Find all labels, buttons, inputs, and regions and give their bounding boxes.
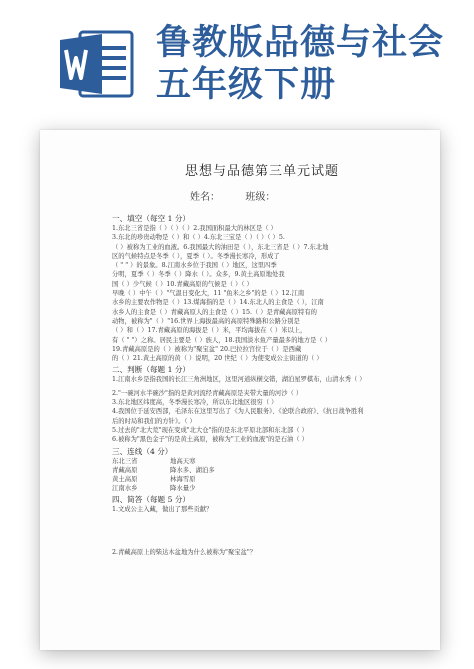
answer-space xyxy=(112,514,412,548)
document-body xyxy=(112,160,412,557)
match-row xyxy=(112,475,412,484)
fill-line: 水乡的主要农作物是（ ）13.煤海指的是（ ）14.东北人的主食是（ ），江南 xyxy=(112,299,324,307)
short-question-1: 1.文成公主入藏，做出了那些贡献？ xyxy=(112,505,213,513)
name-class-row: 姓名： 班级： xyxy=(190,192,276,203)
document-page xyxy=(40,130,440,650)
judge-line: 3.东北地区纬度高，冬季漫长寒冷，所以东北地区很穷（ ） xyxy=(112,399,278,407)
match-right: 林海雪原 xyxy=(170,474,196,483)
section-heading-match: 三、连线（4 分） xyxy=(112,446,173,456)
judge-line: 5.过去的"北大荒"现在变成"北大仓"指的是东北平原北部和东北部（ ） xyxy=(112,426,308,434)
fill-line: （ " " ）的景象。8.江南水乡位于我国（ ）地区，这里四季 xyxy=(112,262,277,270)
match-right: 地高天寒 xyxy=(170,456,196,465)
match-left: 黄土高原 xyxy=(112,474,138,483)
match-row xyxy=(112,466,412,475)
word-document-icon xyxy=(58,28,136,100)
fill-line: 水乡人的主食是（ ）青藏高原人的主食是（ ）15.（ ）是青藏高原特有的 xyxy=(112,308,317,316)
fill-line: 3.东北的珍贵动物是（ ）和（ ）4.东北三宝是（ ）（ ）（ ）5. xyxy=(112,234,285,242)
fill-line: 国（ ）少气候（ ）10.青藏高原的气候是（ ）（ ） xyxy=(112,280,253,288)
fill-line: 分明，夏季（ ）冬季（ ）降水（ ）。众多，9.黄土高原地处我 xyxy=(112,271,285,279)
match-left: 青藏高原 xyxy=(112,465,138,474)
banner-title-line2: 五年级下册 xyxy=(156,65,337,105)
banner-title xyxy=(156,22,466,106)
match-right: 降水多、湖泊多 xyxy=(170,465,215,474)
judge-line: 1.江南水乡是指我国的长江三角洲地区，这里河道纵横交错，湖泊星罗棋布，山清水秀（ ） xyxy=(112,376,366,384)
section-heading-short: 四、简答（每题 5 分） xyxy=(112,494,191,504)
section-heading-fill: 一、填空（每空 1 分） xyxy=(112,214,191,223)
fill-line: 19.青藏高原是的（ ）被称为"聚宝盆" 20.巴拉拉宫位于（ ）是西藏 xyxy=(112,345,302,353)
judge-line: 4.我国位于延安西部，毛泽东在这里写出了《为人民服务》、《论联合政府》、《抗日战争胜利 xyxy=(112,408,364,416)
fill-line: 动物，被称为"（ ）"16.世界上海拔最高的高原特殊路和公路分别是 xyxy=(112,317,300,325)
fill-line: 早晚（ ）中午（ ）"气温日变化大，11 "鱼米之乡"的是（ ）12.江南 xyxy=(112,290,305,298)
document-title: 思想与品德第三单元试题 xyxy=(184,164,339,179)
match-row xyxy=(112,457,412,466)
judge-line: 6.被称为"黑色金子"的是黄土高原，被称为"工业的血液"的是石油（ ） xyxy=(112,436,308,444)
match-right: 降水量少 xyxy=(170,483,196,492)
fill-line: 的（ ）21.黄土高原的黄（ ）说明，20 世纪（ ）为使变成公主街道的（ ） xyxy=(112,355,323,363)
match-left: 东北三省 xyxy=(112,456,138,465)
fill-line: 1.东北三省是指（ ）（ ）（ ）2.我国面积最大的林区是（ ） xyxy=(112,225,277,232)
fill-line: （ ）被称为工业的血液。6.我国最大的油田是（ ），东北三省是（ ）7.东北地 xyxy=(112,243,329,251)
section-heading-judge: 二、判断（每题 1 分） xyxy=(112,365,191,375)
match-row xyxy=(112,484,412,493)
fill-line: 区的气候特点是冬季（ ），夏季（ ）。冬季漫长寒冷，形成了 xyxy=(112,252,280,260)
fill-line: （ ）和（ ）17.青藏高原的海拔是（ ）米，平均海拔在（ ）米以上， xyxy=(112,327,307,335)
short-question-2: 2.青藏高原上的柴达木盆地为什么被称为"聚宝盆"？ xyxy=(112,548,257,556)
judge-line: 后的时局和我们的方针》。（ ） xyxy=(112,417,196,425)
fill-line: 有（ " "）之称。居民主要是（ ）族人，18.我国淡水鱼产量最多的地方是（ ） xyxy=(112,336,332,344)
judge-line: 2."一碗河水半碗沙"指的是黄河流经青藏高原是夹带大量的河沙（ ） xyxy=(112,389,303,397)
banner-title-line1: 鲁教版品德与社会 xyxy=(156,23,445,63)
match-left: 江南水乡 xyxy=(112,483,138,492)
